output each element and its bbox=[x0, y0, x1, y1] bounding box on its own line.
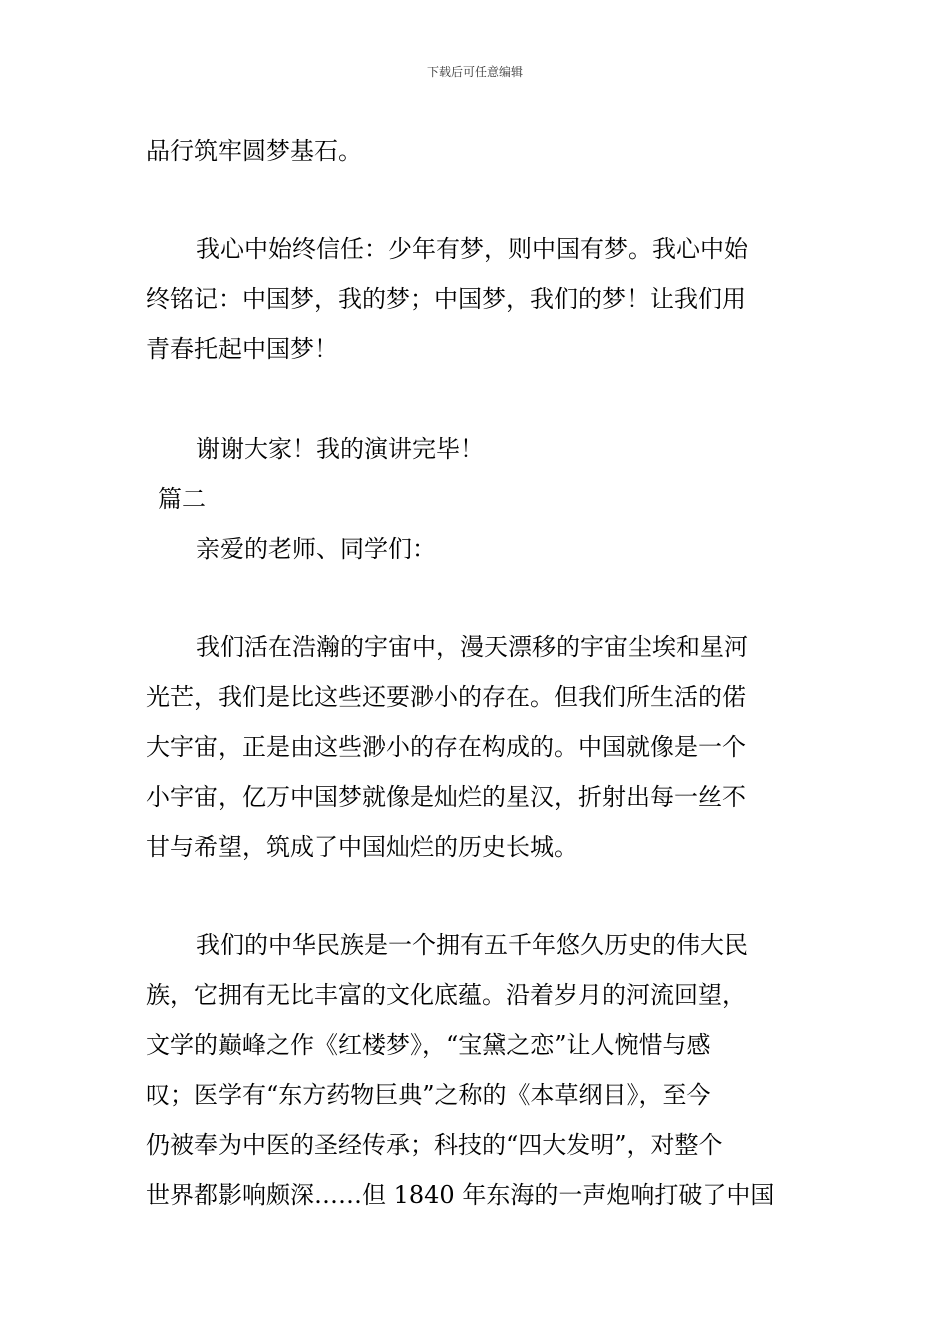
paragraph-line: 我们活在浩瀚的宇宙中，漫天漂移的宇宙尘埃和星河 bbox=[196, 633, 748, 661]
paragraph-line: 文学的巅峰之作《红楼梦》，“宝黛之恋”让人惋惜与感 bbox=[146, 1031, 711, 1059]
paragraph-line: 我们的中华民族是一个拥有五千年悠久历史的伟大民 bbox=[196, 931, 748, 959]
paragraph-line: 族，它拥有无比丰富的文化底蕴。沿着岁月的河流回望， bbox=[146, 981, 746, 1009]
paragraph-line: 甘与希望，筑成了中国灿烂的历史长城。 bbox=[146, 833, 578, 861]
paragraph-universe bbox=[146, 622, 810, 872]
salutation-text: 亲爱的老师、同学们： bbox=[196, 535, 436, 563]
paragraph-line: 小宇宙，亿万中国梦就像是灿烂的星汉，折射出每一丝不 bbox=[146, 783, 746, 811]
paragraph-closing-line bbox=[146, 126, 810, 176]
section-title-text: 篇二 bbox=[158, 485, 206, 513]
paragraph-dream-belief bbox=[146, 224, 810, 374]
paragraph-line: 世界都影响颇深……但 1840 年东海的一声炮响打破了中国 bbox=[146, 1181, 775, 1209]
paragraph-line: 仍被奉为中医的圣经传承；科技的“四大发明”，对整个 bbox=[146, 1131, 723, 1159]
paragraph-history bbox=[146, 920, 810, 1220]
paragraph-line: 青春托起中国梦！ bbox=[146, 335, 338, 363]
paragraph-line: 我心中始终信任：少年有梦，则中国有梦。我心中始 bbox=[196, 235, 748, 263]
paragraph-line: 大宇宙，正是由这些渺小的存在构成的。中国就像是一个 bbox=[146, 733, 746, 761]
paragraph-thanks bbox=[146, 424, 810, 474]
salutation bbox=[146, 524, 810, 574]
paragraph-line: 品行筑牢圆梦基石。 bbox=[146, 137, 362, 165]
section-title bbox=[158, 474, 822, 524]
paragraph-line: 终铭记：中国梦，我的梦；中国梦，我们的梦！让我们用 bbox=[146, 285, 746, 313]
paragraph-line: 谢谢大家！我的演讲完毕！ bbox=[196, 435, 484, 463]
paragraph-line: 叹；医学有“东方药物巨典”之称的《本草纲目》，至今 bbox=[146, 1081, 711, 1109]
page-header-note: 下载后可任意编辑 bbox=[426, 65, 523, 79]
paragraph-line: 光芒，我们是比这些还要渺小的存在。但我们所生活的偌 bbox=[146, 683, 746, 711]
